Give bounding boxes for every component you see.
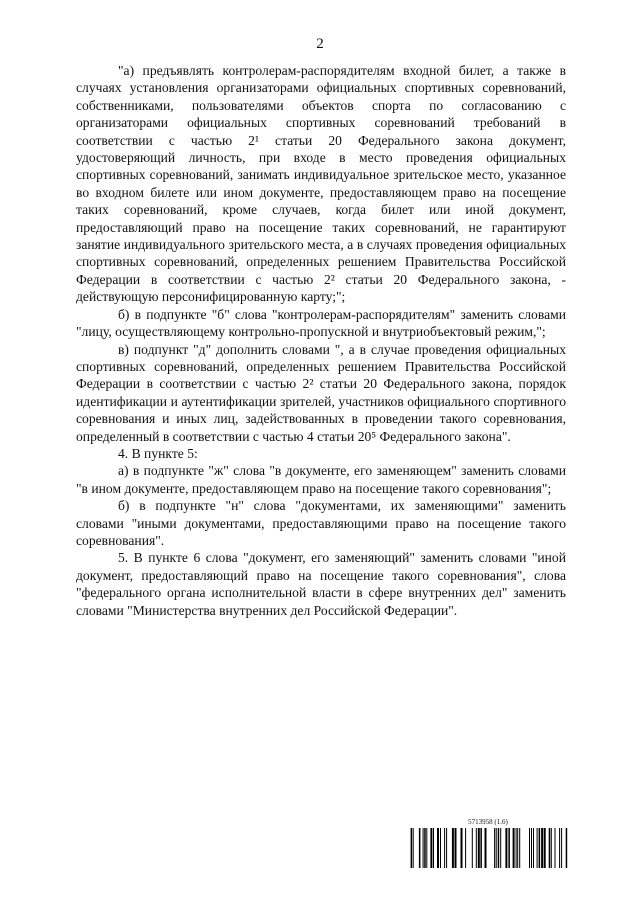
- page-number: 2: [316, 36, 324, 52]
- document-body: [76, 62, 566, 619]
- paragraph-item-4: 4. В пункте 5:: [118, 445, 198, 461]
- barcode-code: 5713958 (1.6): [468, 818, 508, 826]
- paragraph-a-quote: "а) предъявлять контролерам-распорядителям входной билет, а также в случаях установления организаторами официальных спортивных соревнований, собственниками, пользователями объектов спорта по согласованию с организаторами официальных спортивных соревнований требований в соответствии с частью 2¹ статьи 20 Федерального закона документ, удостоверяющий личность, при входе в место проведения официальных спортивных соревнований, занимать индивидуальное зрительское место, указанное во входном билете или ином документе, предоставляющем право на посещение таких соревнований, кроме случаев, когда билет или иной документ, предоставляющий право на посещение таких соревнований, не гарантируют занятие индивидуального зрительского места, а в случаях проведения официальных спортивных соревнований, определенных решением Правительства Российской Федерации в соответствии с частью 2² статьи 20 Федерального закона, - действующую персонифицированную карту;";: [76, 63, 566, 305]
- paragraph-item-5: 5. В пункте 6 слова "документ, его заменяющий" заменить словами "иной документ, предоставляющий право на посещение такого соревнования", слова "федерального органа исполнительной власти в сфере внутренних дел" заменить словами "Министерства внутренних дел Российской Федерации".: [76, 550, 566, 618]
- paragraph-4a: а) в подпункте "ж" слова "в документе, его заменяющем" заменить словами "в ином документе, предоставляющем право на посещение такого соревнования";: [76, 463, 566, 496]
- barcode-image: [408, 828, 568, 868]
- paragraph-4b: б) в подпункте "н" слова "документами, их заменяющими" заменить словами "иными документами, предоставляющими право на посещение такого соревнования".: [76, 498, 566, 548]
- paragraph-b: б) в подпункте "б" слова "контролерам-распорядителям" заменить словами "лицу, осуществляющему контрольно-пропускной и внутриобъектовый режим,";: [76, 306, 566, 340]
- barcode-block: [408, 818, 568, 868]
- paragraph-v: в) подпункт "д" дополнить словами ", а в случае проведения официальных спортивных соревнований, определенных решением Правительства Российской Федерации в соответствии с частью 2² статьи 20 Федерального закона, порядок идентификации и аутентификации зрителей, участников официального спортивного соревнования и иных лиц, задействованных в проведении такого соревнования, определенный в соответствии с частью 4 статьи 20⁵ Федерального закона".: [76, 341, 566, 444]
